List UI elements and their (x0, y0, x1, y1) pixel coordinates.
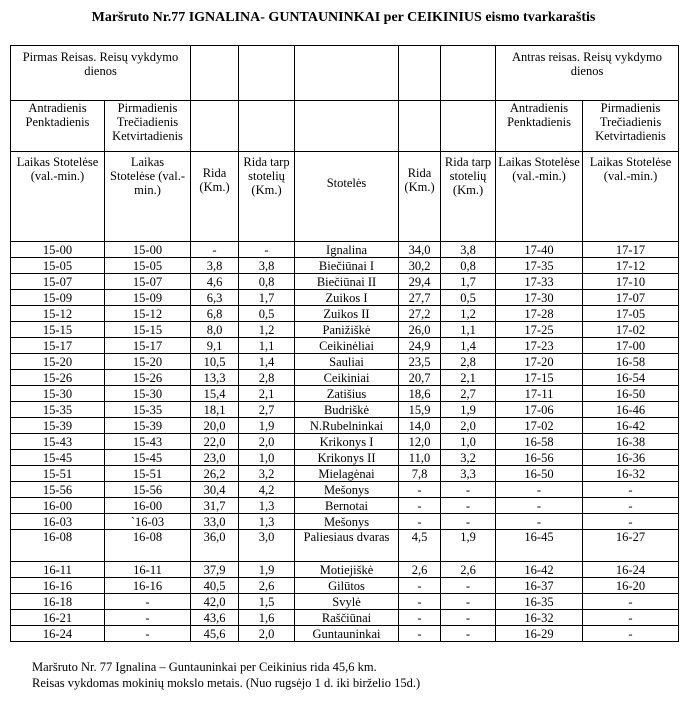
days-mon-wed-thu-header: Pirmadienis Trečiadienis Ketvirtadienis (105, 101, 191, 152)
stop-header: Stotelės (295, 152, 399, 242)
time-trip2-tue-fri: 16-35 (496, 594, 583, 610)
distance-between-trip1: 2,7 (239, 402, 295, 418)
time-trip1-tue-fri: 15-43 (11, 434, 105, 450)
distance-between-trip2: 1,9 (441, 402, 496, 418)
time-trip1-mon-wed-thu: 15-39 (105, 418, 191, 434)
time-trip2-tue-fri: 17-20 (496, 354, 583, 370)
time-trip1-tue-fri: 16-21 (11, 610, 105, 626)
stop-name: Paliesiaus dvaras (295, 530, 399, 562)
time-trip1-tue-fri: 15-15 (11, 322, 105, 338)
distance-between-trip2: - (441, 482, 496, 498)
second-trip-header: Antras reisas. Reisų vykdymo dienos (496, 46, 679, 101)
time-trip2-tue-fri: 17-02 (496, 418, 583, 434)
distance-trip1: 23,0 (191, 450, 239, 466)
table-row (11, 418, 679, 434)
stop-name: N.Rubelninkai (295, 418, 399, 434)
time-header: Laikas Stotelėse (val.-min.) (496, 152, 583, 242)
time-trip2-tue-fri: 16-56 (496, 450, 583, 466)
distance-between-trip1: 1,0 (239, 450, 295, 466)
time-trip1-tue-fri: 15-56 (11, 482, 105, 498)
distance-between-trip2: 2,8 (441, 354, 496, 370)
table-row (11, 258, 679, 274)
time-trip2-mon-wed-thu: - (583, 626, 679, 642)
distance-trip1: 22,0 (191, 434, 239, 450)
distance-header: Rida (Km.) (191, 152, 239, 242)
time-trip1-mon-wed-thu: 15-07 (105, 274, 191, 290)
time-trip1-tue-fri: 16-16 (11, 578, 105, 594)
distance-between-trip2: 3,2 (441, 450, 496, 466)
distance-trip1: 18,1 (191, 402, 239, 418)
distance-between-trip1: 0,5 (239, 306, 295, 322)
table-row (11, 514, 679, 530)
stop-name: Guntauninkai (295, 626, 399, 642)
first-trip-header: Pirmas Reisas. Reisų vykdymo dienos (11, 46, 191, 101)
distance-trip2: - (399, 482, 441, 498)
time-trip1-tue-fri: 16-03 (11, 514, 105, 530)
distance-trip2: 4,5 (399, 530, 441, 562)
time-trip1-mon-wed-thu: 15-30 (105, 386, 191, 402)
time-trip1-tue-fri: 16-00 (11, 498, 105, 514)
stop-name: Bernotai (295, 498, 399, 514)
distance-trip2: 20,7 (399, 370, 441, 386)
time-trip1-mon-wed-thu: 16-11 (105, 562, 191, 578)
time-trip1-mon-wed-thu: 16-16 (105, 578, 191, 594)
time-header: Laikas Stotelėse (val.-min.) (11, 152, 105, 242)
time-trip2-mon-wed-thu: 16-46 (583, 402, 679, 418)
distance-between-trip1: 1,9 (239, 418, 295, 434)
distance-trip2: - (399, 498, 441, 514)
distance-trip2: 27,7 (399, 290, 441, 306)
empty-cell (441, 101, 496, 152)
distance-between-trip2: 1,1 (441, 322, 496, 338)
distance-trip1: 6,3 (191, 290, 239, 306)
time-trip1-mon-wed-thu: 15-51 (105, 466, 191, 482)
time-trip2-tue-fri: - (496, 514, 583, 530)
time-trip1-mon-wed-thu: 16-08 (105, 530, 191, 562)
time-trip2-mon-wed-thu: - (583, 514, 679, 530)
stop-name: Ceikiniai (295, 370, 399, 386)
distance-trip1: 43,6 (191, 610, 239, 626)
distance-trip1: 40,5 (191, 578, 239, 594)
time-trip1-mon-wed-thu: `16-03 (105, 514, 191, 530)
distance-trip1: 4,6 (191, 274, 239, 290)
distance-trip1: 8,0 (191, 322, 239, 338)
time-trip1-tue-fri: 15-17 (11, 338, 105, 354)
time-trip2-mon-wed-thu: 17-17 (583, 242, 679, 258)
distance-between-header: Rida tarp stotelių (Km.) (441, 152, 496, 242)
table-row (11, 610, 679, 626)
time-trip2-tue-fri: 16-32 (496, 610, 583, 626)
stop-name: Biečiūnai I (295, 258, 399, 274)
time-trip2-tue-fri: 16-58 (496, 434, 583, 450)
time-trip1-mon-wed-thu: 15-35 (105, 402, 191, 418)
distance-between-trip1: 1,7 (239, 290, 295, 306)
table-row (11, 290, 679, 306)
time-trip1-tue-fri: 15-05 (11, 258, 105, 274)
distance-between-trip1: - (239, 242, 295, 258)
distance-trip1: 45,6 (191, 626, 239, 642)
time-trip2-tue-fri: 17-11 (496, 386, 583, 402)
empty-cell (441, 46, 496, 101)
distance-trip1: 13,3 (191, 370, 239, 386)
table-row (11, 386, 679, 402)
stop-name: Budriškė (295, 402, 399, 418)
distance-between-trip1: 2,0 (239, 626, 295, 642)
distance-trip1: 10,5 (191, 354, 239, 370)
table-row (11, 530, 679, 562)
empty-cell (399, 101, 441, 152)
distance-between-trip2: 2,1 (441, 370, 496, 386)
distance-trip2: - (399, 594, 441, 610)
time-trip2-tue-fri: 17-40 (496, 242, 583, 258)
time-trip1-mon-wed-thu: 15-00 (105, 242, 191, 258)
distance-between-trip1: 1,2 (239, 322, 295, 338)
distance-trip2: 23,5 (399, 354, 441, 370)
time-trip1-tue-fri: 16-11 (11, 562, 105, 578)
distance-trip2: 15,9 (399, 402, 441, 418)
time-trip2-mon-wed-thu: 17-02 (583, 322, 679, 338)
stop-name: Zuikos I (295, 290, 399, 306)
time-trip2-mon-wed-thu: 17-00 (583, 338, 679, 354)
distance-between-trip1: 3,0 (239, 530, 295, 562)
distance-trip2: 2,6 (399, 562, 441, 578)
time-trip2-mon-wed-thu: 17-07 (583, 290, 679, 306)
time-trip1-mon-wed-thu: 15-05 (105, 258, 191, 274)
distance-trip2: 24,9 (399, 338, 441, 354)
time-trip1-tue-fri: 15-00 (11, 242, 105, 258)
distance-trip1: 3,8 (191, 258, 239, 274)
page-title: Maršruto Nr.77 IGNALINA- GUNTAUNINKAI per CEIKINIUS eismo tvarkaraštis (91, 10, 596, 25)
distance-trip1: 6,8 (191, 306, 239, 322)
table-row (11, 466, 679, 482)
table-row (11, 626, 679, 642)
time-trip2-mon-wed-thu: - (583, 594, 679, 610)
distance-between-trip1: 3,2 (239, 466, 295, 482)
time-trip1-mon-wed-thu: 15-12 (105, 306, 191, 322)
time-trip2-tue-fri: 16-42 (496, 562, 583, 578)
distance-between-trip2: 3,3 (441, 466, 496, 482)
time-trip1-tue-fri: 16-18 (11, 594, 105, 610)
time-trip1-mon-wed-thu: 15-09 (105, 290, 191, 306)
time-trip2-tue-fri: 17-23 (496, 338, 583, 354)
time-trip2-tue-fri: 16-37 (496, 578, 583, 594)
time-trip2-mon-wed-thu: 16-24 (583, 562, 679, 578)
distance-between-trip1: 2,1 (239, 386, 295, 402)
stop-name: Krikonys I (295, 434, 399, 450)
distance-trip2: 26,0 (399, 322, 441, 338)
distance-trip1: 36,0 (191, 530, 239, 562)
time-trip1-mon-wed-thu: 15-20 (105, 354, 191, 370)
stop-name: Raščiūnai (295, 610, 399, 626)
distance-trip2: 34,0 (399, 242, 441, 258)
time-trip2-mon-wed-thu: 16-27 (583, 530, 679, 562)
distance-between-trip1: 2,8 (239, 370, 295, 386)
distance-trip2: 27,2 (399, 306, 441, 322)
distance-trip2: - (399, 514, 441, 530)
time-trip2-mon-wed-thu: - (583, 482, 679, 498)
time-trip1-tue-fri: 16-24 (11, 626, 105, 642)
time-trip2-mon-wed-thu: - (583, 610, 679, 626)
time-trip1-mon-wed-thu: - (105, 626, 191, 642)
time-trip2-tue-fri: - (496, 498, 583, 514)
time-header: Laikas Stotelėse (val.-min.) (583, 152, 679, 242)
time-trip2-tue-fri: 17-33 (496, 274, 583, 290)
stop-name: Ceikinėliai (295, 338, 399, 354)
distance-trip1: 31,7 (191, 498, 239, 514)
distance-trip2: 29,4 (399, 274, 441, 290)
distance-between-trip2: - (441, 498, 496, 514)
stop-name: Zatišius (295, 386, 399, 402)
distance-trip2: 12,0 (399, 434, 441, 450)
time-trip1-mon-wed-thu: 15-56 (105, 482, 191, 498)
time-trip1-mon-wed-thu: 16-00 (105, 498, 191, 514)
distance-trip1: - (191, 242, 239, 258)
time-trip2-mon-wed-thu: 16-32 (583, 466, 679, 482)
stop-name: Zuikos II (295, 306, 399, 322)
distance-between-trip2: - (441, 514, 496, 530)
distance-between-trip1: 2,6 (239, 578, 295, 594)
stop-name: Krikonys II (295, 450, 399, 466)
table-row (11, 306, 679, 322)
distance-trip2: 14,0 (399, 418, 441, 434)
time-trip2-tue-fri: 17-28 (496, 306, 583, 322)
time-trip2-tue-fri: 16-29 (496, 626, 583, 642)
distance-trip1: 15,4 (191, 386, 239, 402)
distance-between-trip2: - (441, 610, 496, 626)
distance-between-trip2: 1,0 (441, 434, 496, 450)
table-row (11, 450, 679, 466)
empty-cell (295, 46, 399, 101)
time-trip2-mon-wed-thu: - (583, 498, 679, 514)
stop-name: Mešonys (295, 514, 399, 530)
time-trip2-tue-fri: 17-25 (496, 322, 583, 338)
distance-trip2: - (399, 610, 441, 626)
time-trip2-tue-fri: 17-35 (496, 258, 583, 274)
stop-name: Biečiūnai II (295, 274, 399, 290)
time-trip2-mon-wed-thu: 16-50 (583, 386, 679, 402)
distance-between-trip2: 2,6 (441, 562, 496, 578)
stop-name: Mešonys (295, 482, 399, 498)
time-trip1-tue-fri: 15-30 (11, 386, 105, 402)
stop-name: Mielagėnai (295, 466, 399, 482)
time-trip2-mon-wed-thu: 16-42 (583, 418, 679, 434)
days-tue-fri-header: Antradienis Penktadienis (11, 101, 105, 152)
time-trip1-tue-fri: 15-39 (11, 418, 105, 434)
days-tue-fri-header: Antradienis Penktadienis (496, 101, 583, 152)
distance-between-trip1: 3,8 (239, 258, 295, 274)
distance-trip1: 9,1 (191, 338, 239, 354)
table-row (11, 354, 679, 370)
empty-cell (191, 101, 239, 152)
stop-name: Motiejiškė (295, 562, 399, 578)
time-trip2-tue-fri: 17-30 (496, 290, 583, 306)
time-header: Laikas Stotelėse (val.-min.) (105, 152, 191, 242)
time-trip1-tue-fri: 15-51 (11, 466, 105, 482)
time-trip2-mon-wed-thu: 17-05 (583, 306, 679, 322)
time-trip2-tue-fri: 16-45 (496, 530, 583, 562)
distance-trip2: 30,2 (399, 258, 441, 274)
table-row (11, 482, 679, 498)
table-row (11, 434, 679, 450)
distance-between-trip1: 1,6 (239, 610, 295, 626)
distance-trip1: 33,0 (191, 514, 239, 530)
distance-trip1: 37,9 (191, 562, 239, 578)
time-trip1-tue-fri: 15-09 (11, 290, 105, 306)
table-row (11, 578, 679, 594)
table-row (11, 498, 679, 514)
days-mon-wed-thu-header: Pirmadienis Trečiadienis Ketvirtadienis (583, 101, 679, 152)
time-trip1-mon-wed-thu: 15-15 (105, 322, 191, 338)
distance-between-trip2: 1,4 (441, 338, 496, 354)
time-trip1-tue-fri: 16-08 (11, 530, 105, 562)
time-trip2-tue-fri: 16-50 (496, 466, 583, 482)
distance-between-trip1: 0,8 (239, 274, 295, 290)
stop-name: Sauliai (295, 354, 399, 370)
distance-between-trip2: - (441, 626, 496, 642)
stop-name: Gilūtos (295, 578, 399, 594)
time-trip1-tue-fri: 15-35 (11, 402, 105, 418)
operation-period-note: Reisas vykdomas mokinių mokslo metais. (Nuo rugsėjo 1 d. iki birželio 15d.) (32, 676, 421, 690)
time-trip2-mon-wed-thu: 16-36 (583, 450, 679, 466)
distance-between-trip1: 1,3 (239, 498, 295, 514)
time-trip2-tue-fri: 17-06 (496, 402, 583, 418)
distance-trip2: - (399, 578, 441, 594)
distance-between-trip2: 3,8 (441, 242, 496, 258)
empty-cell (191, 46, 239, 101)
distance-trip1: 26,2 (191, 466, 239, 482)
distance-between-trip1: 1,1 (239, 338, 295, 354)
distance-between-trip2: 1,2 (441, 306, 496, 322)
distance-trip2: 11,0 (399, 450, 441, 466)
distance-between-trip2: 2,0 (441, 418, 496, 434)
time-trip2-mon-wed-thu: 16-58 (583, 354, 679, 370)
time-trip2-tue-fri: 17-15 (496, 370, 583, 386)
distance-between-trip1: 1,4 (239, 354, 295, 370)
distance-between-trip1: 1,3 (239, 514, 295, 530)
time-trip2-mon-wed-thu: 17-12 (583, 258, 679, 274)
distance-between-trip1: 4,2 (239, 482, 295, 498)
table-row (11, 562, 679, 578)
distance-between-trip2: - (441, 594, 496, 610)
time-trip1-tue-fri: 15-45 (11, 450, 105, 466)
distance-trip1: 30,4 (191, 482, 239, 498)
table-row (11, 370, 679, 386)
empty-cell (239, 101, 295, 152)
time-trip1-mon-wed-thu: - (105, 594, 191, 610)
empty-cell (239, 46, 295, 101)
distance-between-trip1: 2,0 (239, 434, 295, 450)
distance-trip1: 20,0 (191, 418, 239, 434)
distance-trip2: - (399, 626, 441, 642)
time-trip1-tue-fri: 15-12 (11, 306, 105, 322)
time-trip1-mon-wed-thu: - (105, 610, 191, 626)
distance-trip2: 7,8 (399, 466, 441, 482)
distance-between-trip2: 2,7 (441, 386, 496, 402)
route-distance-note: Maršruto Nr. 77 Ignalina – Guntauninkai per Ceikinius rida 45,6 km. (32, 660, 377, 674)
distance-trip2: 18,6 (399, 386, 441, 402)
distance-header: Rida (Km.) (399, 152, 441, 242)
distance-between-trip2: - (441, 578, 496, 594)
time-trip2-mon-wed-thu: 16-38 (583, 434, 679, 450)
time-trip1-tue-fri: 15-20 (11, 354, 105, 370)
time-trip1-mon-wed-thu: 15-17 (105, 338, 191, 354)
time-trip2-tue-fri: - (496, 482, 583, 498)
distance-between-header: Rida tarp stotelių (Km.) (239, 152, 295, 242)
distance-between-trip2: 1,7 (441, 274, 496, 290)
time-trip1-mon-wed-thu: 15-43 (105, 434, 191, 450)
time-trip1-tue-fri: 15-07 (11, 274, 105, 290)
distance-between-trip2: 1,9 (441, 530, 496, 562)
distance-between-trip1: 1,5 (239, 594, 295, 610)
table-row (11, 242, 679, 258)
distance-trip1: 42,0 (191, 594, 239, 610)
stop-name: Svylė (295, 594, 399, 610)
footer-note (32, 659, 420, 691)
time-trip2-mon-wed-thu: 17-10 (583, 274, 679, 290)
stop-name: Panižiškė (295, 322, 399, 338)
table-row (11, 322, 679, 338)
distance-between-trip1: 1,9 (239, 562, 295, 578)
time-trip2-mon-wed-thu: 16-54 (583, 370, 679, 386)
distance-between-trip2: 0,8 (441, 258, 496, 274)
time-trip1-tue-fri: 15-26 (11, 370, 105, 386)
empty-cell (399, 46, 441, 101)
table-row (11, 274, 679, 290)
time-trip1-mon-wed-thu: 15-45 (105, 450, 191, 466)
time-trip1-mon-wed-thu: 15-26 (105, 370, 191, 386)
table-row (11, 594, 679, 610)
empty-cell (295, 101, 399, 152)
time-trip2-mon-wed-thu: 16-20 (583, 578, 679, 594)
table-row (11, 402, 679, 418)
table-row (11, 338, 679, 354)
stop-name: Ignalina (295, 242, 399, 258)
timetable (10, 45, 679, 642)
distance-between-trip2: 0,5 (441, 290, 496, 306)
